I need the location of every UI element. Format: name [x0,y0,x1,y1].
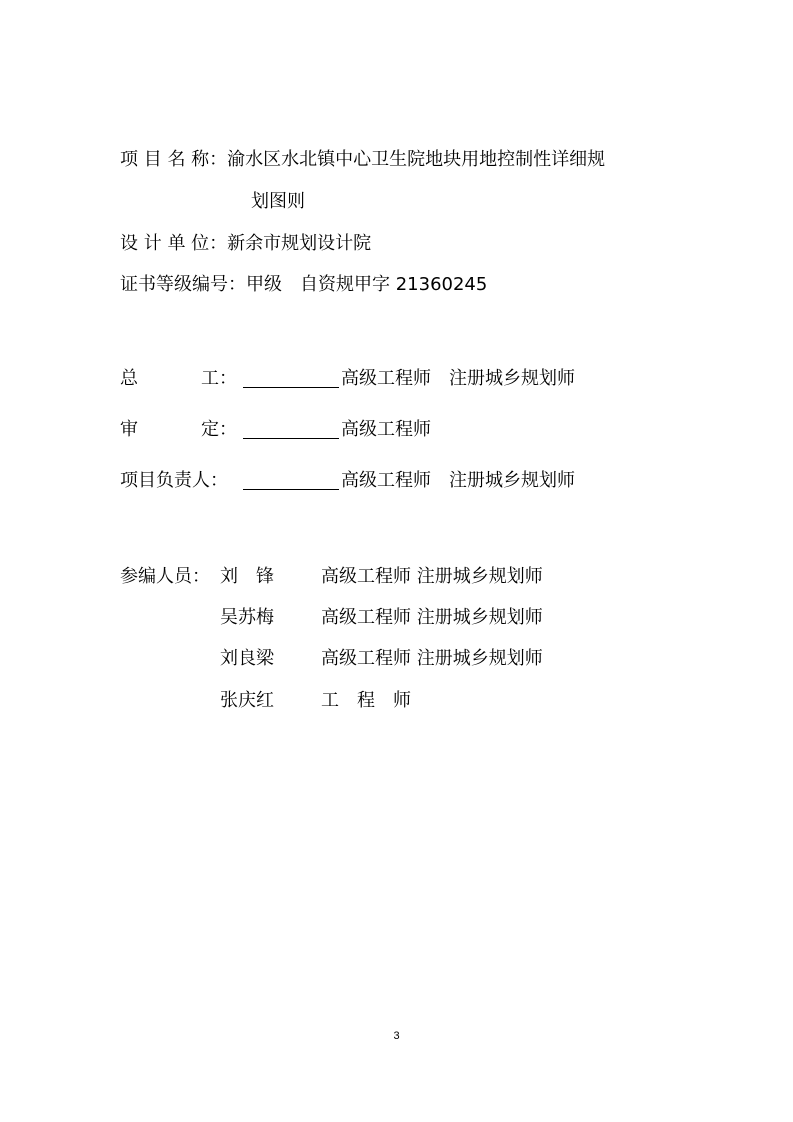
participant-name: 吴苏梅 [220,607,274,628]
participant-row [220,606,620,630]
signatory-label: 总 [120,368,138,389]
participant-name: 张庆红 [220,690,274,711]
project-name-label: 项 目 名 称： [120,149,228,170]
design-unit-value: 新余市规划设计院 [227,233,372,254]
signatory-label: 审 [120,419,138,440]
participant-titles: 工 程 师 [321,690,411,711]
signatory-chief-engineer [120,367,620,391]
page-number: 3 [393,1030,400,1042]
signatory-titles: 高级工程师 注册城乡规划师 [341,368,575,389]
certificate-row [120,273,487,297]
signatory-approver [120,418,620,442]
signature-line [243,438,339,439]
design-unit-label: 设 计 单 位： [120,233,228,254]
participant-name: 刘良梁 [220,648,274,669]
participants-label: 参编人员： [120,566,210,587]
certificate-label: 证书等级编号： [120,274,246,295]
participant-row [220,565,620,589]
project-name-row [120,148,605,172]
participant-row [220,689,620,713]
signatory-label: 项目负责人： [120,470,228,491]
signatory-titles: 高级工程师 [341,419,431,440]
participant-titles: 高级工程师 注册城乡规划师 [321,566,543,587]
participant-name: 刘 锋 [220,566,274,587]
signatory-titles: 高级工程师 注册城乡规划师 [341,470,575,491]
design-unit-row [120,232,371,256]
signatory-label-end: 工： [201,368,237,389]
certificate-value: 甲级 自资规甲字 21360245 [246,274,488,295]
project-name-value-line1: 渝水区水北镇中心卫生院地块用地控制性详细规 [227,149,606,170]
signature-line [243,489,339,490]
signature-line [243,387,339,388]
participant-row [220,647,620,671]
participant-titles: 高级工程师 注册城乡规划师 [321,607,543,628]
signatory-project-lead [120,469,620,493]
participant-titles: 高级工程师 注册城乡规划师 [321,648,543,669]
project-name-value-line2: 划图则 [251,191,305,212]
signatory-label-end: 定： [201,419,237,440]
